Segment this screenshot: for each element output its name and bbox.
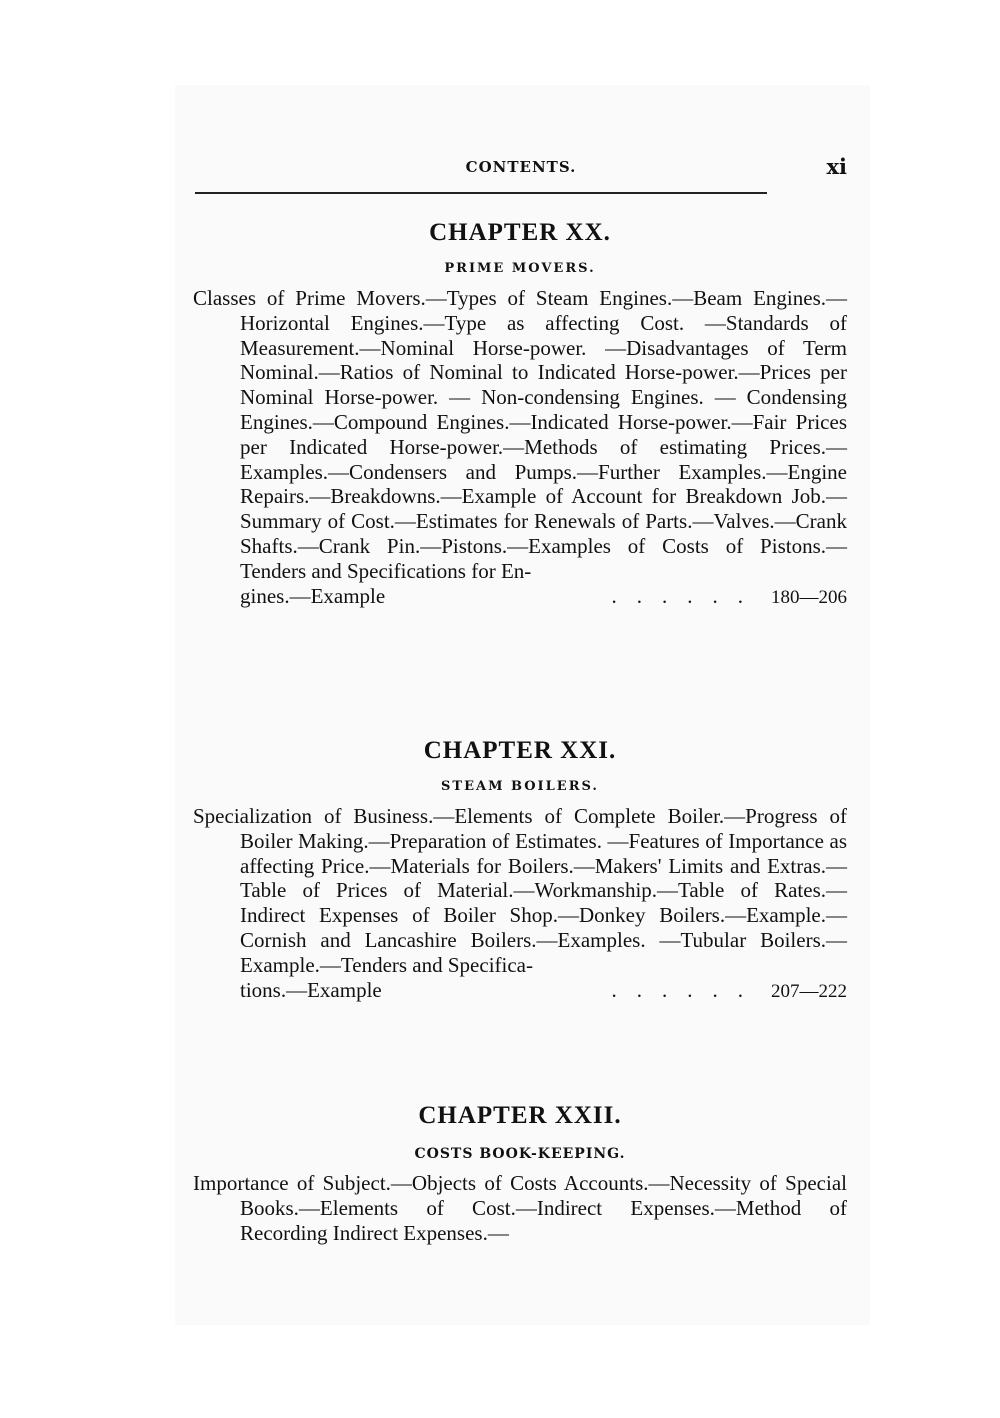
chapter-title: CHAPTER XXII.	[418, 1102, 622, 1129]
chapter-subject: COSTS BOOK-KEEPING.	[414, 1146, 626, 1162]
chapter-synopsis: Importance of Subject.—Objects of Costs Accounts.—Necessity of Special Books.—Elements of Cost.—Indirect Expenses.—Method of Recording Indirect Expenses.—	[193, 1171, 847, 1245]
leader-dots: ......	[611, 977, 763, 1002]
chapter-page-line	[193, 584, 847, 611]
chapter-title: CHAPTER XX.	[429, 219, 611, 246]
synopsis-last-line: tions.—Example	[240, 977, 382, 1002]
page-number: xi	[826, 154, 847, 179]
synopsis-last-line: gines.—Example	[240, 583, 386, 608]
chapter-page-line	[193, 978, 847, 1005]
page-range: 207—222	[771, 980, 847, 1002]
chapter-title: CHAPTER XXI.	[423, 737, 617, 764]
page-range: 180—206	[771, 586, 847, 608]
chapter-synopsis: Specialization of Business.—Elements of Complete Boiler.—Progress of Boiler Making.—Preparation of Estimates. —Features of Importance as affecting Price.—Materials for Boilers.—Makers' Limits and Extras.—Table of Prices of Material.—Workmanship.—Table of Rates.—Indirect Expenses of Boiler Shop.—Donkey Boilers.—Example.—Cornish and Lancashire Boilers.—Examples. —Tubular Boilers.—Example.—Tenders and Specifica-	[193, 804, 847, 977]
leader-dots: ......	[611, 583, 763, 608]
chapter-synopsis: Classes of Prime Movers.—Types of Steam Engines.—Beam Engines.—Horizontal Engines.—Type as affecting Cost. —Standards of Measurement.—Nominal Horse-power. —Disadvantages of Term Nominal.—Ratios of Nominal to Indicated Horse-power.—Prices per Nominal Horse-power. — Non-condensing Engines. — Condensing Engines.—Compound Engines.—Indicated Horse-power.—Fair Prices per Indicated Horse-power.—Methods of estimating Prices.—Examples.—Condensers and Pumps.—Further Examples.—Engine Repairs.—Breakdowns.—Example of Account for Breakdown Job.—Summary of Cost.—Estimates for Renewals of Parts.—Valves.—Crank Shafts.—Crank Pin.—Pistons.—Examples of Costs of Pistons.—Tenders and Specifications for En-	[193, 286, 847, 583]
chapter-xxii	[193, 1101, 847, 1245]
header-rule	[195, 192, 767, 194]
running-title: CONTENTS.	[465, 158, 577, 176]
chapter-subject: STEAM BOILERS.	[441, 779, 599, 794]
chapter-xxi	[193, 736, 847, 1004]
chapter-subject: PRIME MOVERS.	[444, 261, 596, 276]
chapter-xx	[193, 218, 847, 610]
running-head	[195, 154, 847, 184]
